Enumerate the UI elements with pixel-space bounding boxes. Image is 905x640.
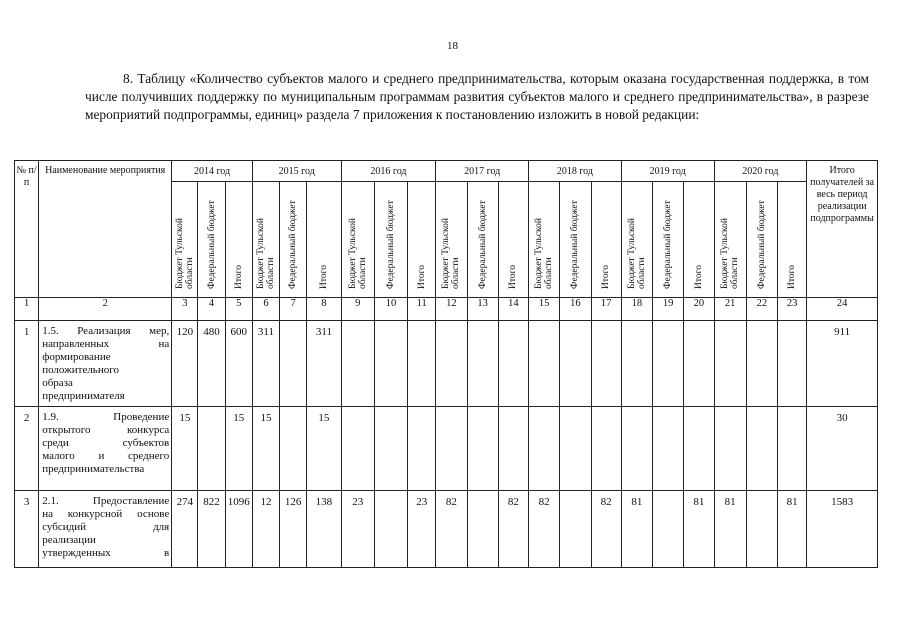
header-name: Наименование мероприятия (39, 161, 172, 298)
row-value (778, 321, 807, 407)
column-index: 2 (39, 297, 172, 320)
column-index: 17 (591, 297, 621, 320)
header-year: 2018 год (529, 161, 622, 182)
table-row (15, 406, 878, 491)
subheader-federal-cell (198, 182, 225, 298)
column-index: 3 (172, 297, 198, 320)
column-index: 11 (408, 297, 436, 320)
subheader-federal: Федеральный бюджет (206, 200, 217, 290)
row-name-line: предпринимательства (42, 462, 145, 475)
header-year: 2017 год (436, 161, 529, 182)
row-value (467, 406, 498, 491)
row-name-line: субсидий для (42, 521, 170, 534)
row-number: 1 (15, 321, 39, 407)
column-index: 23 (778, 297, 807, 320)
subheader-regional: Бюджет Тульской области (534, 218, 555, 290)
column-index: 14 (498, 297, 528, 320)
column-index: 20 (684, 297, 714, 320)
subheader-total: Итого (416, 265, 427, 290)
row-value (436, 406, 467, 491)
subheader-federal: Федеральный бюджет (288, 200, 299, 290)
row-value (591, 321, 621, 407)
row-value: 82 (436, 491, 467, 568)
row-value (280, 321, 307, 407)
row-value: 600 (225, 321, 252, 407)
row-name (39, 321, 172, 407)
column-index: 4 (198, 297, 225, 320)
subheader-total: Итого (601, 265, 612, 290)
subheader-regional: Бюджет Тульской области (720, 218, 741, 290)
page-number: 18 (447, 40, 458, 52)
row-value: 82 (529, 491, 560, 568)
row-grand-total: 1583 (807, 491, 878, 568)
row-value (436, 321, 467, 407)
column-index: 16 (560, 297, 591, 320)
row-value (498, 321, 528, 407)
support-table (14, 160, 878, 568)
row-value: 126 (280, 491, 307, 568)
row-value: 311 (307, 321, 341, 407)
column-index: 1 (15, 297, 39, 320)
subheader-total: Итого (693, 265, 704, 290)
column-index: 24 (807, 297, 878, 320)
row-value (621, 321, 652, 407)
subheader-regional-cell (529, 182, 560, 298)
column-index: 5 (225, 297, 252, 320)
table-row (15, 491, 878, 568)
row-value (560, 491, 591, 568)
row-name (39, 491, 172, 568)
header-num: № п/п (15, 161, 39, 298)
row-value (621, 406, 652, 491)
row-value (529, 406, 560, 491)
row-value: 822 (198, 491, 225, 568)
subheader-regional-cell (621, 182, 652, 298)
subheader-total-cell (778, 182, 807, 298)
row-name-line: 2.1. Предоставление (42, 495, 170, 508)
row-name-line: 1.9. Проведение (42, 410, 170, 423)
header-year: 2020 год (714, 161, 807, 182)
subheader-federal-cell (280, 182, 307, 298)
row-value (653, 491, 684, 568)
row-value: 82 (591, 491, 621, 568)
row-value: 23 (341, 491, 374, 568)
header-year: 2016 год (341, 161, 436, 182)
subheader-federal: Федеральный бюджет (663, 200, 674, 290)
row-value (746, 491, 777, 568)
row-name-line: формирование (42, 351, 111, 364)
subheader-total: Итого (508, 265, 519, 290)
column-index: 9 (341, 297, 374, 320)
row-value (374, 491, 407, 568)
row-value (714, 321, 746, 407)
header-year: 2014 год (172, 161, 253, 182)
subheader-total-cell (408, 182, 436, 298)
row-value (714, 406, 746, 491)
row-name-line: на конкурсной основе (42, 508, 170, 521)
row-value (408, 406, 436, 491)
column-index: 22 (746, 297, 777, 320)
row-number: 2 (15, 406, 39, 491)
row-name-line: открытого конкурса (42, 423, 170, 436)
intro-paragraph: 8. Таблицу «Количество субъектов малого и среднего предпринимательства, которым оказана государственная поддержка, в том числе получивших поддержку по муниципальным программам развития субъектов малого и среднего предпринимательства», в разрезе мероприятий подпрограммы, единиц» раздела 7 приложения к постановлению изложить в новой редакции: (85, 71, 869, 122)
subheader-regional: Бюджет Тульской области (174, 218, 195, 290)
row-value (341, 321, 374, 407)
row-value (560, 321, 591, 407)
subheader-regional: Бюджет Тульской области (255, 218, 276, 290)
row-value (684, 321, 714, 407)
subheader-regional-cell (172, 182, 198, 298)
column-index: 13 (467, 297, 498, 320)
column-index: 15 (529, 297, 560, 320)
row-value (374, 321, 407, 407)
subheader-regional-cell (714, 182, 746, 298)
row-name-line: положительного (42, 364, 119, 377)
subheader-total-cell (498, 182, 528, 298)
subheader-federal-cell (653, 182, 684, 298)
column-index: 21 (714, 297, 746, 320)
row-value (467, 491, 498, 568)
subheader-total-cell (307, 182, 341, 298)
subheader-federal: Федеральный бюджет (385, 200, 396, 290)
subheader-federal: Федеральный бюджет (756, 200, 767, 290)
row-value (684, 406, 714, 491)
row-value: 1096 (225, 491, 252, 568)
row-value: 81 (778, 491, 807, 568)
header-grand-total: Итого получателей за весь период реализации подпрограммы (807, 161, 878, 298)
row-name-line: реализации (42, 534, 96, 547)
row-value: 480 (198, 321, 225, 407)
row-value: 15 (225, 406, 252, 491)
column-index: 10 (374, 297, 407, 320)
column-index: 18 (621, 297, 652, 320)
row-value (746, 321, 777, 407)
row-value: 311 (252, 321, 279, 407)
column-index: 7 (280, 297, 307, 320)
header-row-years (15, 161, 878, 182)
subheader-total: Итого (787, 265, 798, 290)
row-value (591, 406, 621, 491)
subheader-total-cell (591, 182, 621, 298)
row-value (653, 321, 684, 407)
row-name-line: образа (42, 377, 73, 390)
subheader-federal-cell (560, 182, 591, 298)
row-value (560, 406, 591, 491)
row-grand-total: 911 (807, 321, 878, 407)
row-value: 81 (621, 491, 652, 568)
row-value: 15 (307, 406, 341, 491)
subheader-federal-cell (467, 182, 498, 298)
row-grand-total: 30 (807, 406, 878, 491)
row-value (408, 321, 436, 407)
row-name-line: малого и среднего (42, 449, 170, 462)
subheader-regional: Бюджет Тульской области (347, 218, 368, 290)
row-value: 274 (172, 491, 198, 568)
row-number: 3 (15, 491, 39, 568)
row-name-line: среди субъектов (42, 436, 170, 449)
row-value: 23 (408, 491, 436, 568)
column-index: 12 (436, 297, 467, 320)
subheader-total-cell (225, 182, 252, 298)
row-value (653, 406, 684, 491)
subheader-regional-cell (252, 182, 279, 298)
column-index: 6 (252, 297, 279, 320)
column-index: 8 (307, 297, 341, 320)
subheader-regional-cell (341, 182, 374, 298)
row-value (498, 406, 528, 491)
row-value (341, 406, 374, 491)
subheader-federal: Федеральный бюджет (570, 200, 581, 290)
column-index: 19 (653, 297, 684, 320)
row-value (374, 406, 407, 491)
subheader-total: Итого (318, 265, 329, 290)
subheader-regional: Бюджет Тульской области (441, 218, 462, 290)
row-value (280, 406, 307, 491)
subheader-federal-cell (746, 182, 777, 298)
row-value (467, 321, 498, 407)
row-name-line: 1.5. Реализация мер, (42, 325, 170, 338)
row-value (778, 406, 807, 491)
row-name-line: направленных на (42, 338, 170, 351)
row-name (39, 406, 172, 491)
subheader-total-cell (684, 182, 714, 298)
subheader-federal-cell (374, 182, 407, 298)
row-value (746, 406, 777, 491)
table-row (15, 321, 878, 407)
row-value (198, 406, 225, 491)
subheader-total: Итого (233, 265, 244, 290)
subheader-federal: Федеральный бюджет (477, 200, 488, 290)
row-value (529, 321, 560, 407)
row-value: 15 (172, 406, 198, 491)
subheader-regional: Бюджет Тульской области (626, 218, 647, 290)
row-value: 81 (684, 491, 714, 568)
row-name-line: утвержденных в (42, 547, 170, 560)
row-value: 15 (252, 406, 279, 491)
row-value: 12 (252, 491, 279, 568)
row-value: 138 (307, 491, 341, 568)
row-value: 120 (172, 321, 198, 407)
row-value: 81 (714, 491, 746, 568)
row-value: 82 (498, 491, 528, 568)
header-year: 2015 год (252, 161, 341, 182)
subheader-regional-cell (436, 182, 467, 298)
column-index-row (15, 297, 878, 320)
row-name-line: предпринимателя (42, 390, 125, 403)
header-year: 2019 год (621, 161, 714, 182)
